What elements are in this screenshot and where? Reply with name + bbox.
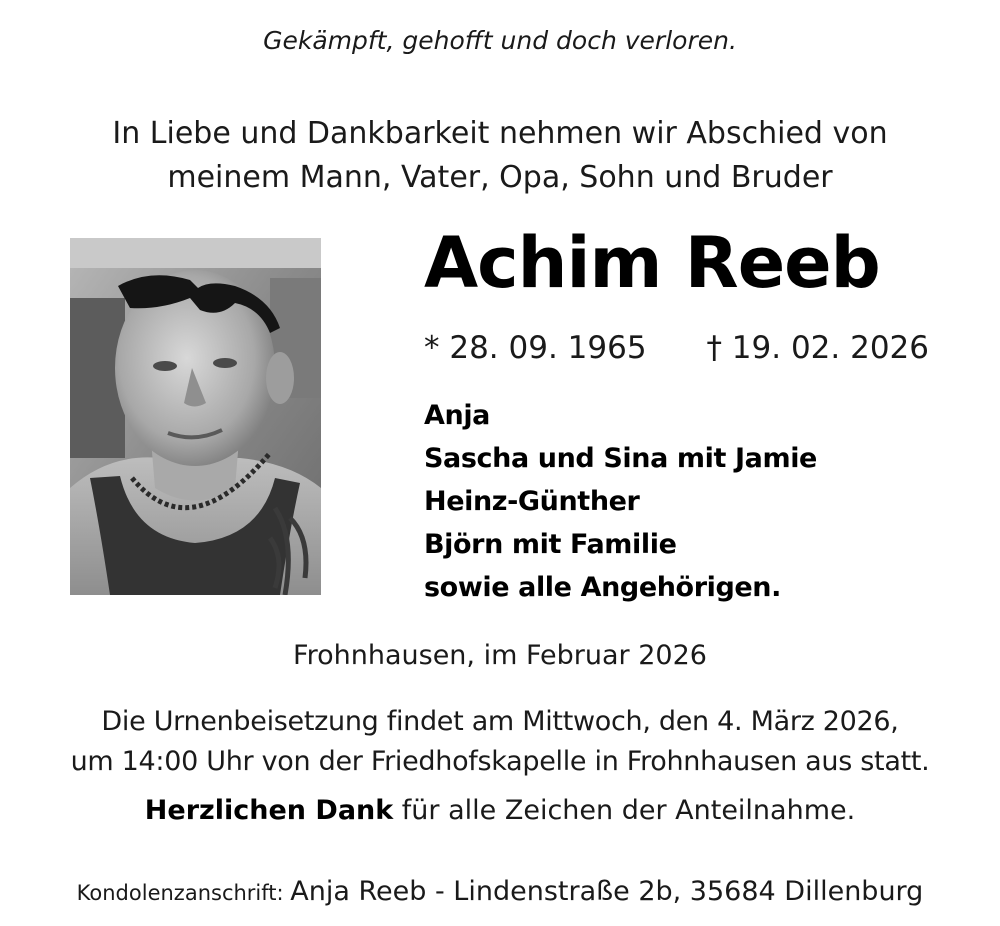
survivor-item: sowie alle Angehörigen. [424, 572, 781, 603]
thanks-bold: Herzlichen Dank [144, 795, 394, 826]
ceremony-line-2: um 14:00 Uhr von der Friedhofskapelle in Frohnhausen aus statt. [70, 746, 930, 777]
address-label: Kondolenzanschrift: [76, 881, 291, 905]
survivor-item: Sascha und Sina mit Jamie [424, 443, 817, 474]
intro-line-2: meinem Mann, Vater, Opa, Sohn und Bruder [167, 160, 833, 195]
survivor-item: Heinz-Günther [424, 486, 640, 517]
portrait-photo [70, 238, 321, 595]
intro-text [0, 112, 1000, 200]
portrait-icon [70, 238, 321, 595]
intro-line-1: In Liebe und Dankbarkeit nehmen wir Abschied von [112, 116, 888, 151]
motto: Gekämpft, gehofft und doch verloren. [263, 26, 737, 55]
birth-date: * 28. 09. 1965 [424, 330, 647, 366]
address-value: Anja Reeb - Lindenstraße 2b, 35684 Dillenburg [290, 876, 924, 907]
thanks-rest: für alle Zeichen der Anteilnahme. [393, 795, 856, 826]
ceremony-info [0, 702, 1000, 782]
condolence-address [0, 876, 1000, 907]
survivor-item: Björn mit Familie [424, 529, 677, 560]
survivors-list [424, 394, 817, 609]
death-date: † 19. 02. 2026 [706, 330, 929, 366]
deceased-name: Achim Reeb [424, 222, 880, 304]
survivor-item: Anja [424, 400, 490, 431]
thanks-line [0, 795, 1000, 826]
life-dates [424, 330, 929, 366]
ceremony-line-1: Die Urnenbeisetzung findet am Mittwoch, den 4. März 2026, [101, 706, 899, 737]
place-date: Frohnhausen, im Februar 2026 [293, 640, 707, 671]
